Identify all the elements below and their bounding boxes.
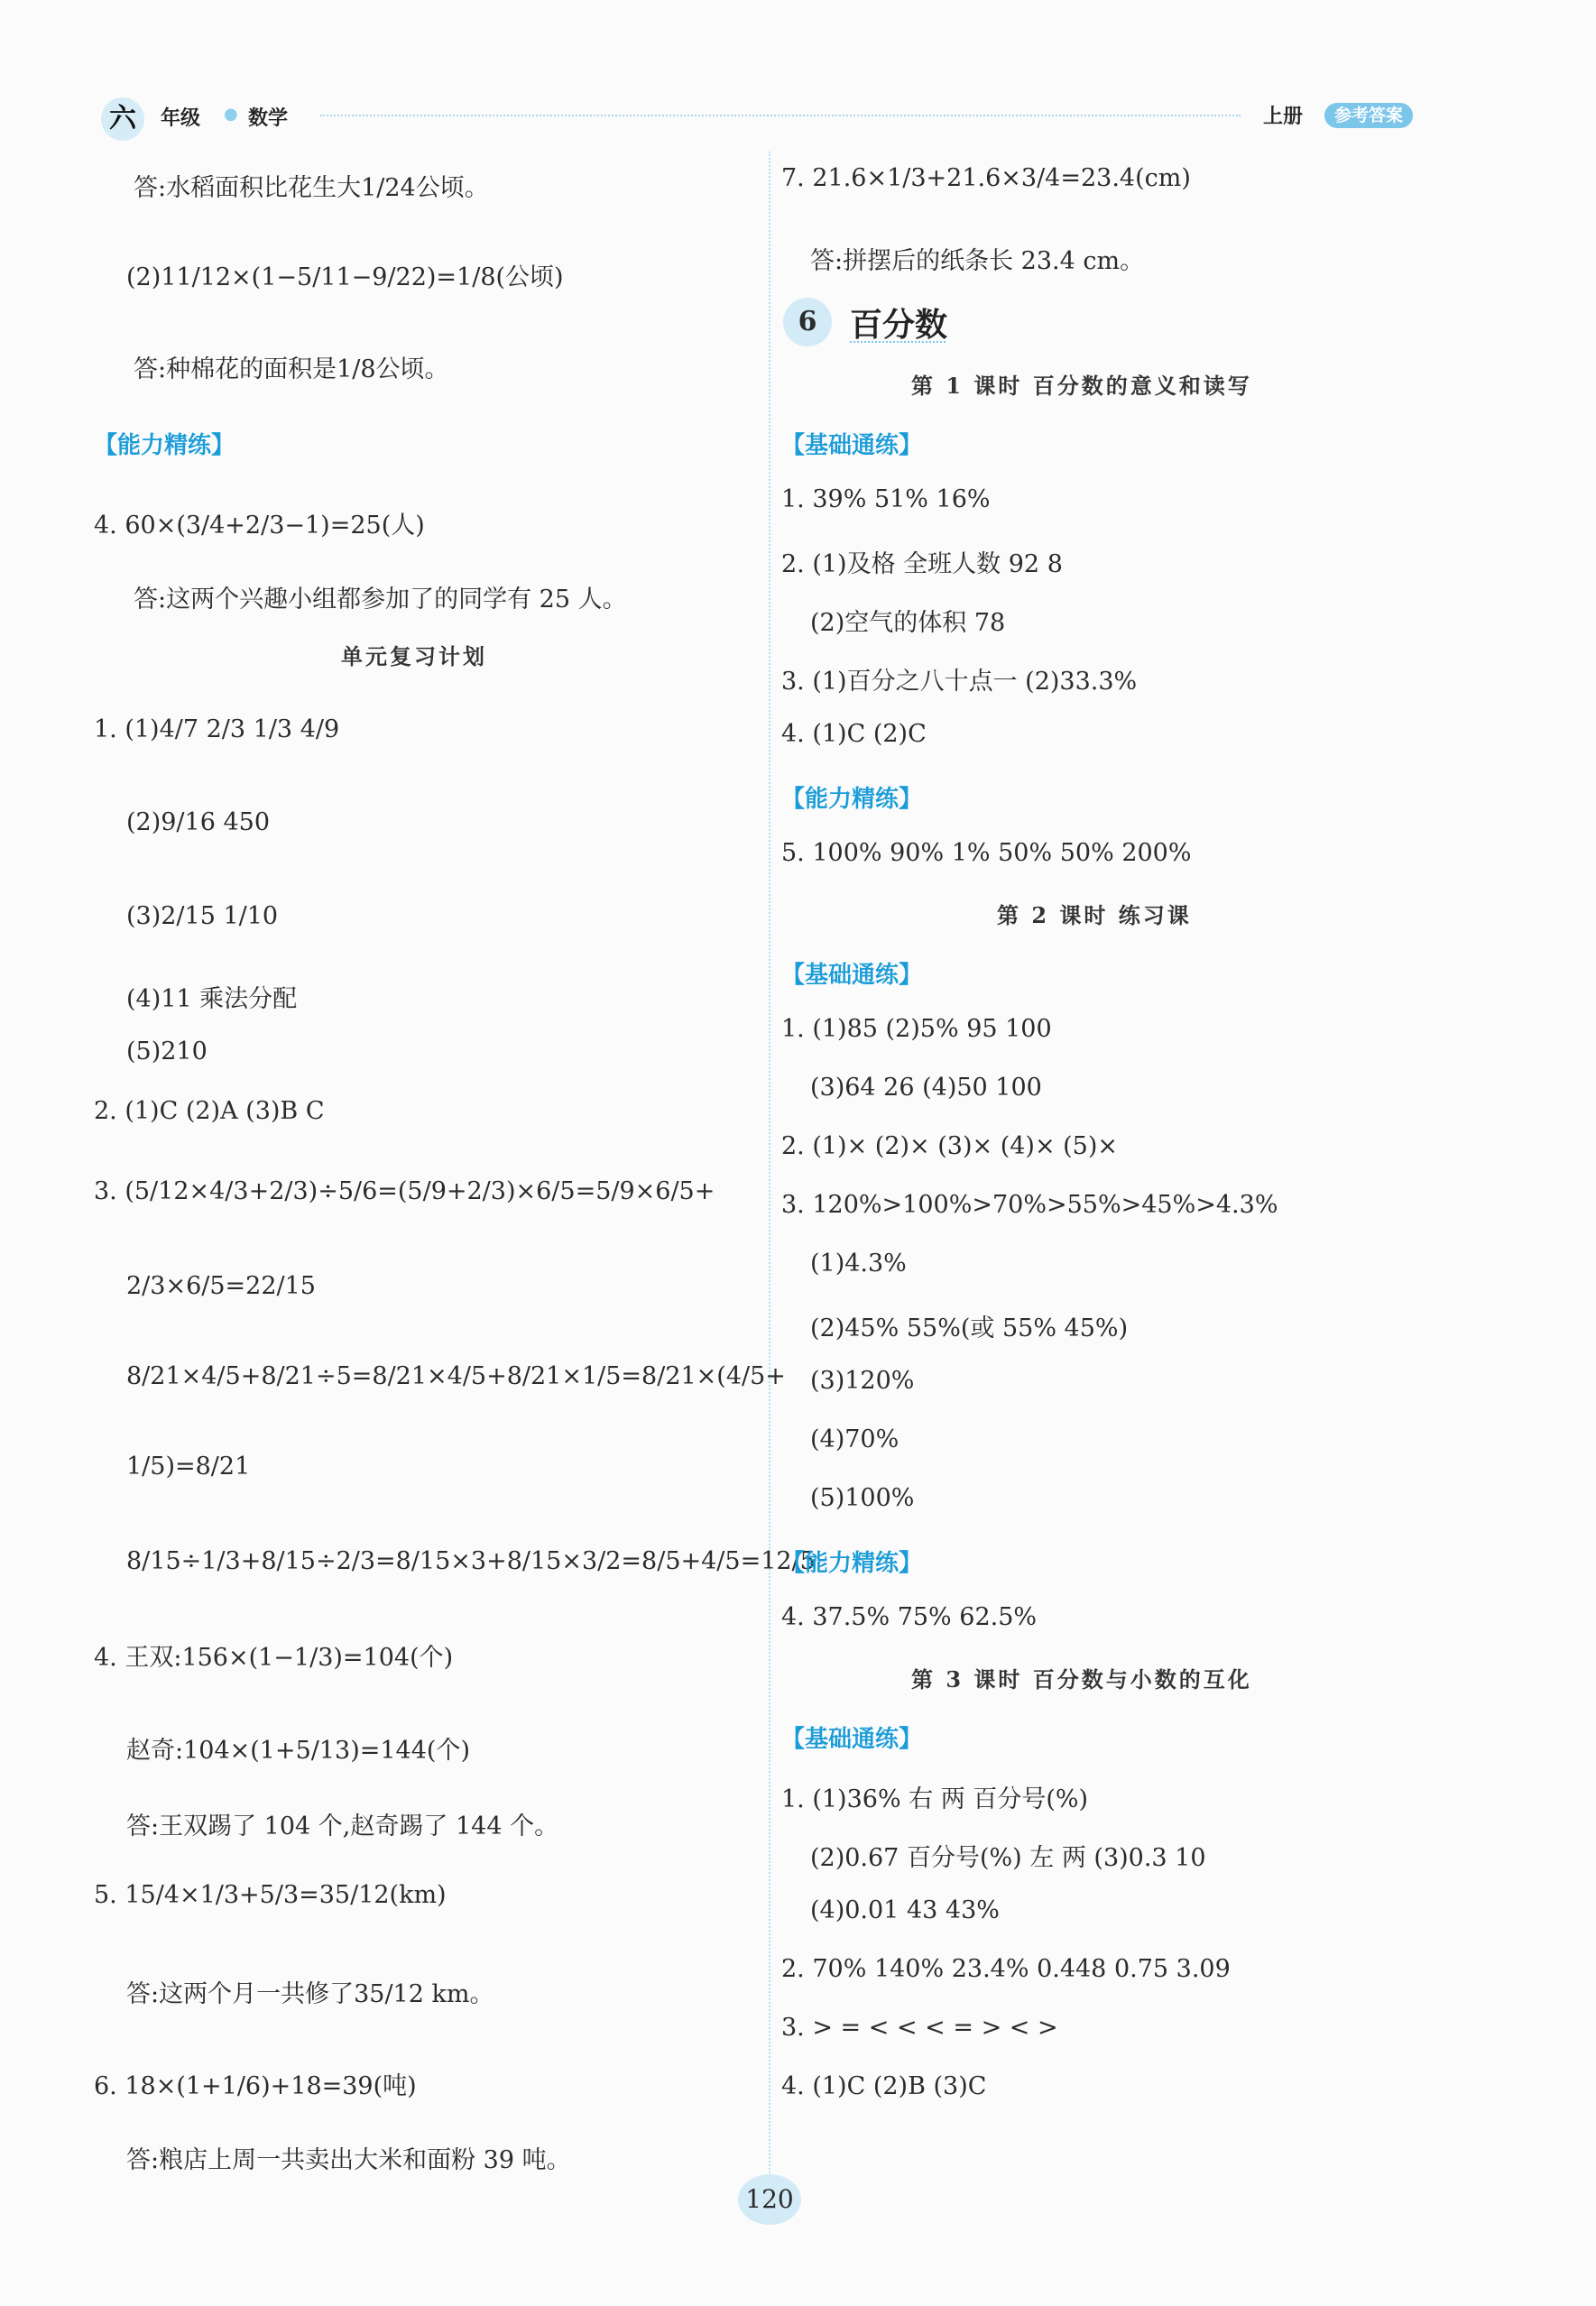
subject-label: 数学 xyxy=(248,107,289,130)
answer-line: (4)70% xyxy=(810,1425,899,1453)
lesson-title: 第 3 课时 百分数与小数的互化 xyxy=(911,1666,1252,1693)
answer-key-badge: 参考答案 xyxy=(1324,103,1413,128)
equation-line: 4. 王双:156×(1−1/3)=104(个) xyxy=(94,1644,454,1672)
answer-line: (2)45% 55%(或 55% 45%) xyxy=(810,1314,1129,1342)
equation-line: 1/5)=8/21 xyxy=(126,1453,251,1480)
answer-line: (3)64 26 (4)50 100 xyxy=(810,1074,1042,1102)
answer-line: (2)9/16 450 xyxy=(126,808,270,836)
chapter-title-underline xyxy=(850,341,946,343)
equation-line: 2/3×6/5=22/15 xyxy=(126,1272,316,1300)
grade-label: 年级 xyxy=(161,107,201,130)
answer-line: 答:水稻面积比花生大1/24公顷。 xyxy=(134,174,489,202)
answer-line: 2. 70% 140% 23.4% 0.448 0.75 3.09 xyxy=(781,1955,1231,1983)
answer-line: 5. 100% 90% 1% 50% 50% 200% xyxy=(781,839,1192,867)
answer-line: 4. (1)C (2)B (3)C xyxy=(781,2072,987,2100)
lesson-title: 第 1 课时 百分数的意义和读写 xyxy=(911,373,1252,399)
answer-line: (5)210 xyxy=(126,1038,208,1065)
equation-line: 6. 18×(1+1/6)+18=39(吨) xyxy=(94,2072,417,2100)
equation-line: (2)11/12×(1−5/11−9/22)=1/8(公顷) xyxy=(126,263,564,291)
grade-badge: 六 xyxy=(101,97,144,141)
answer-line: 1. (1)4/7 2/3 1/3 4/9 xyxy=(94,715,340,743)
answer-line: (4)11 乘法分配 xyxy=(126,985,298,1013)
section-heading: 【基础通练】 xyxy=(781,1726,923,1753)
answer-line: 3. 120%>100%>70%>55%>45%>4.3% xyxy=(781,1191,1278,1219)
answer-line: 答:粮店上周一共卖出大米和面粉 39 吨。 xyxy=(126,2146,571,2174)
answer-line: 答:王双踢了 104 个,赵奇踢了 144 个。 xyxy=(126,1813,559,1840)
answer-line: 4. 37.5% 75% 62.5% xyxy=(781,1603,1038,1631)
section-heading: 【基础通练】 xyxy=(781,962,923,989)
answer-line: 答:拼摆后的纸条长 23.4 cm。 xyxy=(810,247,1145,275)
answer-line: (2)0.67 百分号(%) 左 两 (3)0.3 10 xyxy=(810,1844,1206,1872)
equation-line: 8/15÷1/3+8/15÷2/3=8/15×3+8/15×3/2=8/5+4/5=12/5 xyxy=(126,1547,816,1575)
answer-line: 3. > = < < < = > < > xyxy=(781,2014,1058,2042)
answer-line: (4)0.01 43 43% xyxy=(810,1896,1000,1924)
volume-label: 上册 xyxy=(1263,106,1304,128)
section-heading: 【基础通练】 xyxy=(781,432,923,459)
answer-line: 2. (1)× (2)× (3)× (4)× (5)× xyxy=(781,1132,1119,1160)
answer-line: 1. (1)36% 右 两 百分号(%) xyxy=(781,1785,1089,1813)
answer-line: (2)空气的体积 78 xyxy=(810,609,1006,637)
equation-line: 3. (5/12×4/3+2/3)÷5/6=(5/9+2/3)×6/5=5/9×6/5+ xyxy=(94,1177,715,1205)
section-heading: 【能力精练】 xyxy=(781,1550,923,1577)
answer-line: (3)120% xyxy=(810,1367,915,1395)
answer-line: (3)2/15 1/10 xyxy=(126,902,279,930)
header-rule-left xyxy=(320,115,1241,116)
answer-line: 答:这两个月一共修了35/12 km。 xyxy=(126,1980,494,2008)
answer-line: 4. (1)C (2)C xyxy=(781,720,927,748)
answer-line: 答:种棉花的面积是1/8公顷。 xyxy=(134,355,449,383)
answer-line: 2. (1)C (2)A (3)B C xyxy=(94,1097,325,1125)
answer-line: (1)4.3% xyxy=(810,1250,907,1278)
separator-dot-icon: ● xyxy=(224,105,238,124)
equation-line: 4. 60×(3/4+2/3−1)=25(人) xyxy=(94,512,425,540)
equation-line: 8/21×4/5+8/21÷5=8/21×4/5+8/21×1/5=8/21×(4/5+ xyxy=(126,1362,786,1390)
section-heading: 【能力精练】 xyxy=(94,432,235,459)
column-divider xyxy=(769,152,770,2191)
subsection-title: 单元复习计划 xyxy=(341,643,487,669)
equation-line: 7. 21.6×1/3+21.6×3/4=23.4(cm) xyxy=(781,164,1191,192)
equation-line: 5. 15/4×1/3+5/3=35/12(km) xyxy=(94,1881,447,1909)
answer-line: 2. (1)及格 全班人数 92 8 xyxy=(781,550,1063,578)
answer-line: 1. 39% 51% 16% xyxy=(781,485,991,513)
equation-line: 赵奇:104×(1+5/13)=144(个) xyxy=(126,1737,470,1765)
answer-line: 1. (1)85 (2)5% 95 100 xyxy=(781,1015,1052,1043)
answer-line: 答:这两个兴趣小组都参加了的同学有 25 人。 xyxy=(134,586,627,613)
answer-line: (5)100% xyxy=(810,1484,915,1512)
answer-line: 3. (1)百分之八十点一 (2)33.3% xyxy=(781,668,1138,696)
page-number: 120 xyxy=(738,2174,801,2225)
chapter-title: 百分数 xyxy=(850,306,948,344)
chapter-number: 6 xyxy=(783,298,832,346)
lesson-title: 第 2 课时 练习课 xyxy=(997,902,1192,928)
section-heading: 【能力精练】 xyxy=(781,786,923,813)
